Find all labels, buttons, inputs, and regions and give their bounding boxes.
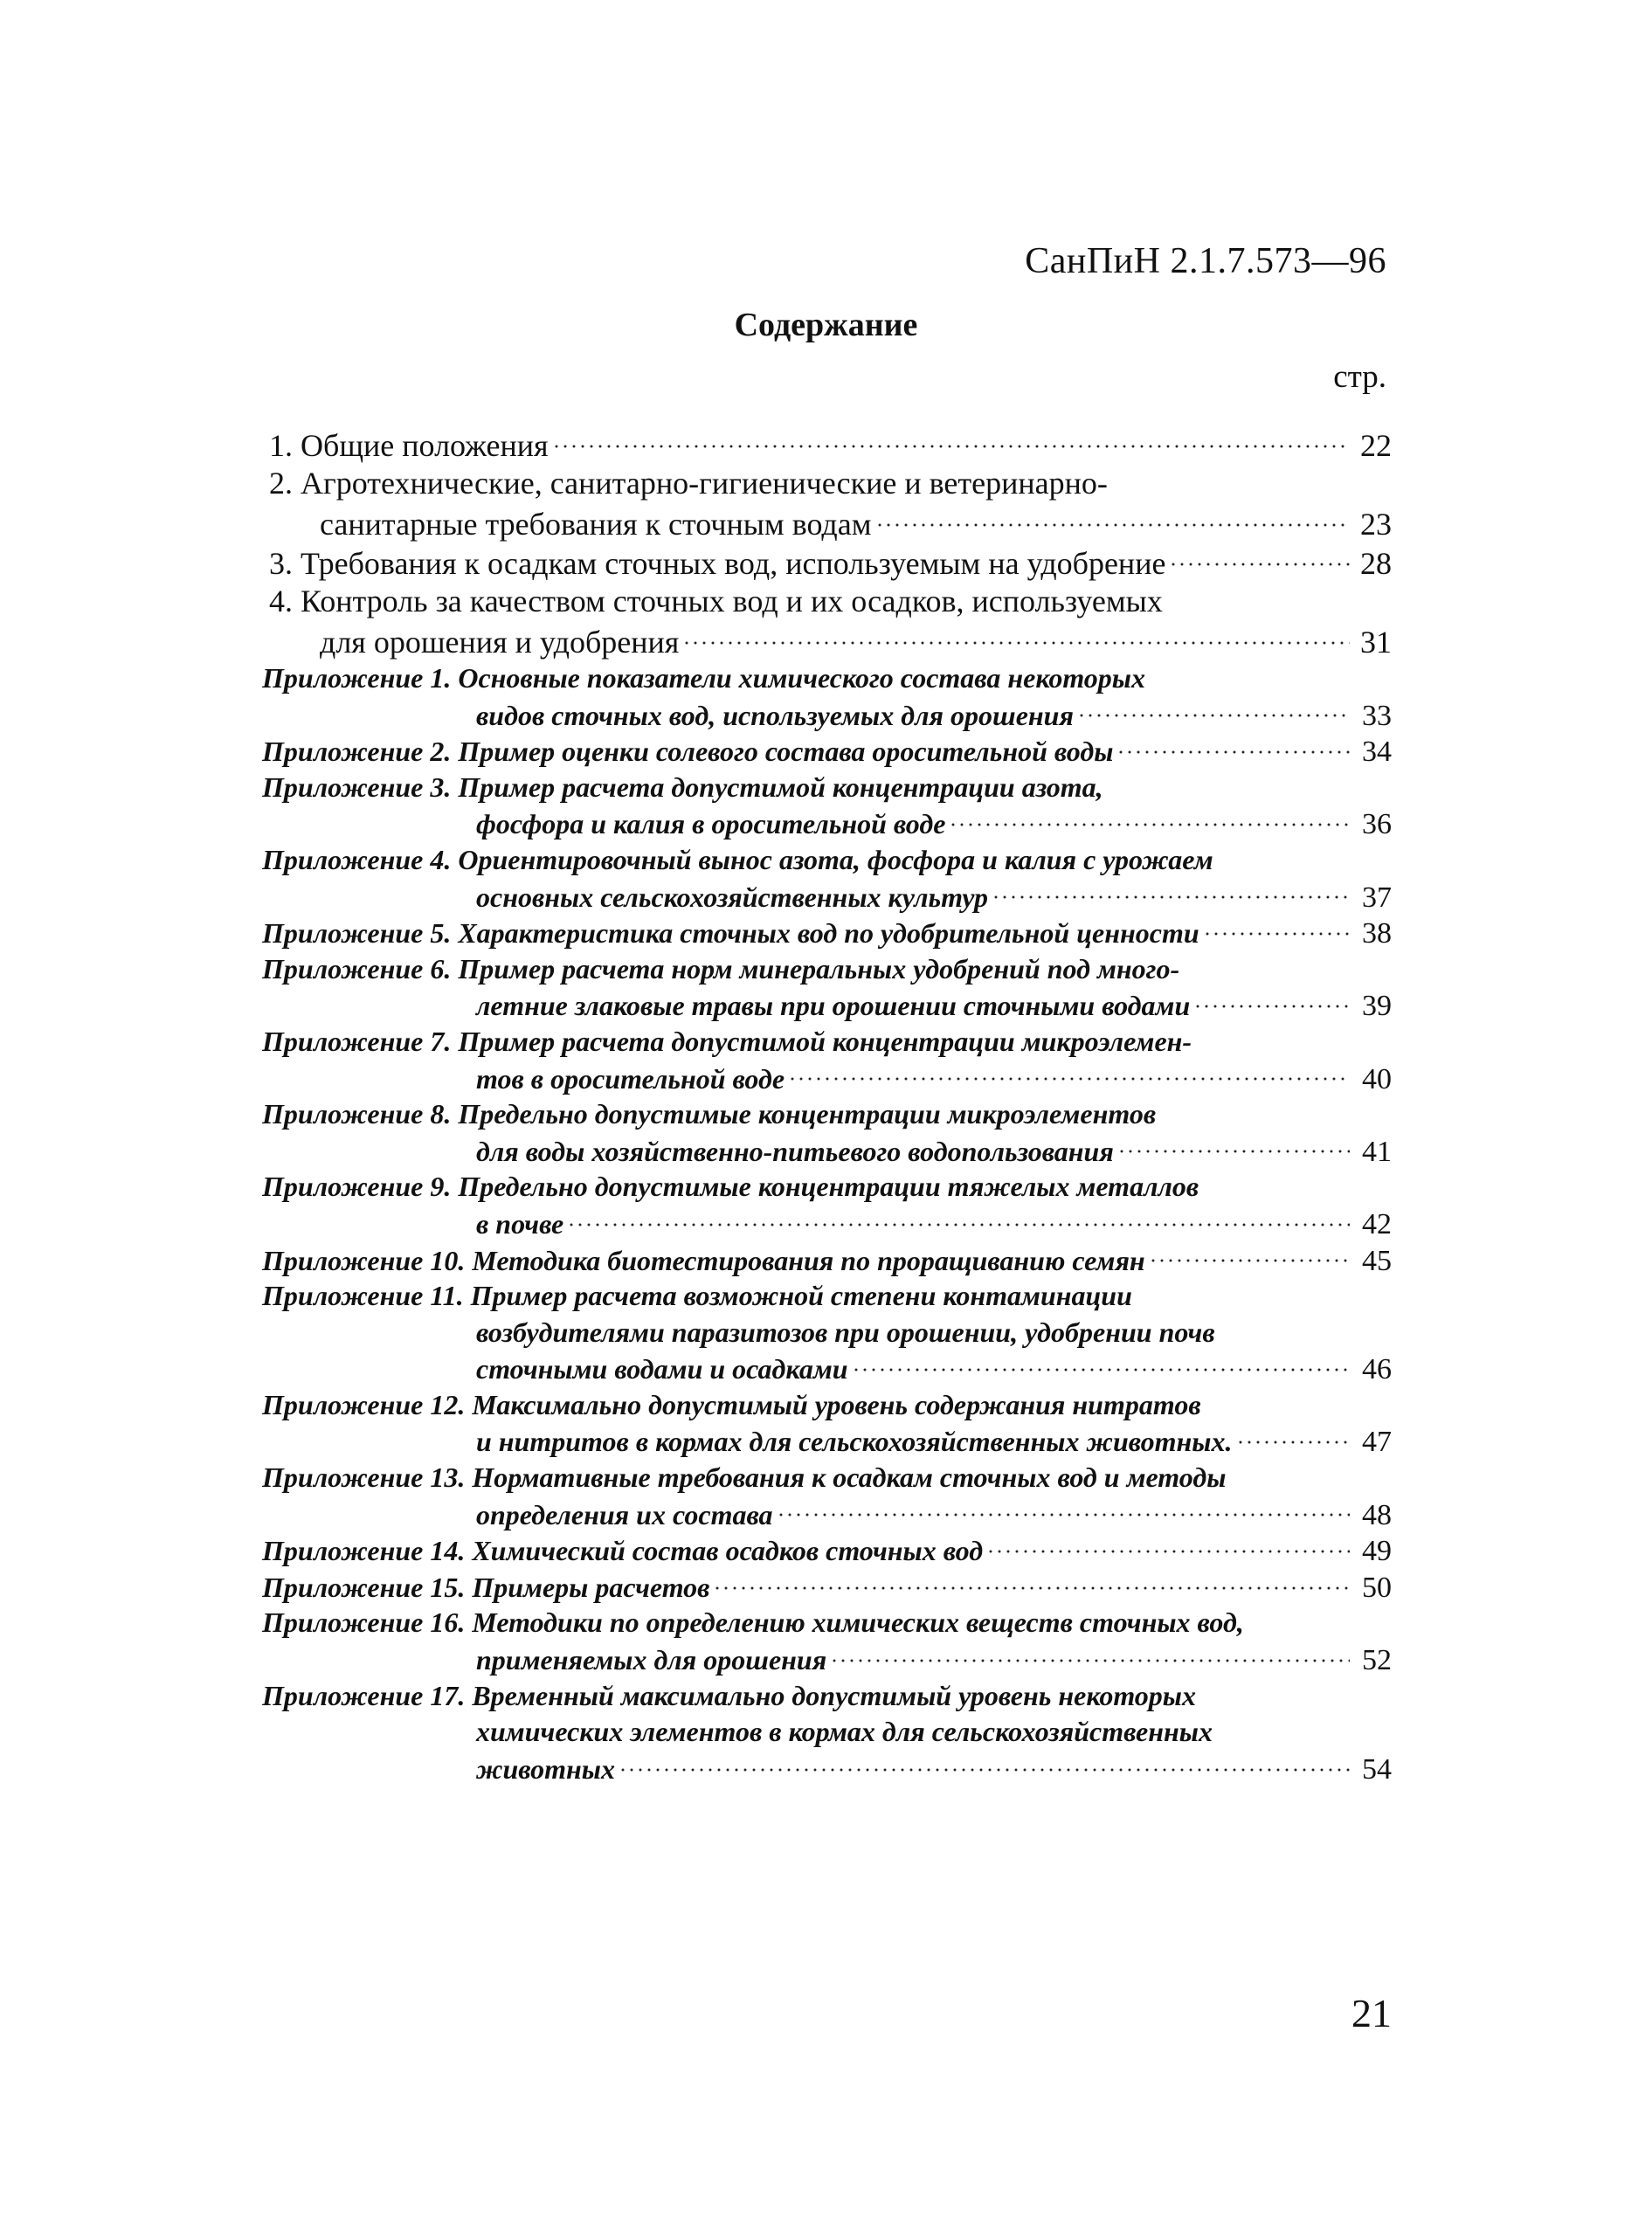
- toc-page-number: 37: [1362, 881, 1392, 914]
- toc-entry-title: химических элементов в кормах для сельскохозяйственных: [476, 1716, 1213, 1748]
- toc-entry-title: применяемых для орошения: [476, 1644, 827, 1676]
- toc-entry-title: сточными водами и осадками: [476, 1353, 848, 1385]
- toc-page-number: 42: [1362, 1207, 1392, 1240]
- toc-entry: [262, 542, 1392, 582]
- toc-entry: [262, 425, 1392, 464]
- toc-entry: [262, 1096, 1392, 1169]
- toc-entry: [262, 1460, 1392, 1532]
- toc-entry: [262, 464, 1392, 542]
- toc-page-number: 41: [1362, 1135, 1392, 1168]
- dot-leader: [567, 1204, 1350, 1232]
- toc-entry-title: Приложение 15. Примеры расчетов: [262, 1571, 710, 1603]
- toc-page-number: 38: [1362, 917, 1392, 950]
- toc-entry-title: тов в оросительной воде: [476, 1062, 785, 1095]
- toc-entry-title: в почве: [476, 1207, 564, 1240]
- toc-entry-title: Приложение 10. Методика биотестирования по проращиванию семян: [262, 1244, 1145, 1276]
- dot-leader: [992, 877, 1350, 905]
- toc-page-number: 22: [1360, 428, 1392, 463]
- dot-leader: [1117, 1131, 1350, 1159]
- dot-leader: [1116, 731, 1350, 759]
- toc-entry: [262, 951, 1392, 1024]
- toc-page-number: 31: [1360, 625, 1392, 660]
- dot-leader: [949, 804, 1350, 832]
- toc-entry-title: Приложение 4. Ориентировочный вынос азота, фосфора и калия с урожаем: [262, 843, 1213, 875]
- toc-entry-title: видов сточных вод, используемых для орошения: [476, 699, 1074, 731]
- toc-entry: [262, 1678, 1392, 1787]
- toc-entry-title: возбудителями паразитозов при орошении, удобрении почв: [476, 1316, 1215, 1348]
- toc-page-number: 47: [1362, 1426, 1392, 1459]
- toc-entry-title: Приложение 16. Методики по определению химических веществ сточных вод,: [262, 1606, 1244, 1639]
- toc-page-number: 52: [1362, 1644, 1392, 1677]
- toc-entry-title: для воды хозяйственно-питьевого водопользования: [476, 1135, 1114, 1167]
- toc-entry: [262, 1242, 1392, 1279]
- toc-entry-title: и нитритов в кормах для сельскохозяйственных животных.: [476, 1426, 1233, 1458]
- toc-page-number: 40: [1362, 1062, 1392, 1095]
- toc-entry: [262, 1024, 1392, 1096]
- page-title: Содержание: [734, 307, 918, 343]
- toc-entry-title: Приложение 1. Основные показатели химического состава некоторых: [262, 662, 1145, 694]
- toc-page-number: 49: [1362, 1535, 1392, 1568]
- toc-entry: [262, 1605, 1392, 1677]
- toc-page-number: 50: [1362, 1571, 1392, 1604]
- document-code: СанПиН 2.1.7.573—96: [1025, 241, 1386, 281]
- toc-entry: [262, 1278, 1392, 1387]
- table-of-contents: [262, 425, 1392, 1786]
- dot-leader: [1169, 541, 1350, 572]
- toc-entry-title: Приложение 2. Пример оценки солевого состава оросительной воды: [262, 736, 1114, 768]
- toc-page-number: 28: [1360, 546, 1392, 581]
- toc-page-number: 33: [1362, 699, 1392, 732]
- toc-entry: [262, 915, 1392, 951]
- toc-entry-title: Приложение 14. Химический состав осадков сточных вод: [262, 1535, 984, 1567]
- dot-leader: [682, 619, 1350, 651]
- toc-entry-title: Приложение 6. Пример расчета норм минеральных удобрений под много-: [262, 952, 1180, 985]
- toc-entry: [262, 582, 1392, 660]
- toc-entry: [262, 1532, 1392, 1569]
- dot-leader: [1236, 1421, 1351, 1449]
- toc-entry-title: Приложение 17. Временный максимально допустимый уровень некоторых: [262, 1679, 1196, 1711]
- toc-entry-title: Приложение 3. Пример расчета допустимой концентрации азота,: [262, 770, 1103, 803]
- toc-entry: [262, 733, 1392, 770]
- dot-leader: [619, 1749, 1350, 1777]
- toc-entry-title: Приложение 11. Пример расчета возможной степени контаминации: [262, 1280, 1132, 1312]
- dot-leader: [1193, 985, 1350, 1013]
- toc-entry-title: 4. Контроль за качеством сточных вод и их осадков, используемых: [269, 584, 1163, 618]
- toc-entry-title: фосфора и калия в оросительной воде: [476, 808, 946, 840]
- dot-leader: [788, 1059, 1350, 1087]
- toc-entry-title: Приложение 12. Максимально допустимый уровень содержания нитратов: [262, 1388, 1201, 1420]
- toc-entry: [262, 842, 1392, 915]
- toc-entry-title: животных: [476, 1752, 615, 1785]
- page-number: 21: [1351, 1991, 1392, 2035]
- dot-leader: [713, 1567, 1350, 1595]
- dot-leader: [986, 1530, 1350, 1558]
- dot-leader: [1149, 1240, 1350, 1268]
- dot-leader: [777, 1495, 1350, 1523]
- toc-entry-title: Приложение 8. Предельно допустимые концентрации микроэлементов: [262, 1098, 1157, 1130]
- toc-entry-title: Приложение 13. Нормативные требования к осадкам сточных вод и методы: [262, 1461, 1227, 1494]
- dot-leader: [875, 501, 1351, 533]
- toc-entry-title: 3. Требования к осадкам сточных вод, используемым на удобрение: [269, 546, 1166, 581]
- toc-page-number: 48: [1362, 1498, 1392, 1531]
- toc-page-number: 46: [1362, 1353, 1392, 1386]
- toc-entry-title: для орошения и удобрения: [320, 625, 680, 660]
- toc-page-number: 45: [1362, 1244, 1392, 1277]
- toc-page-number: 36: [1362, 808, 1392, 841]
- toc-entry-title: Приложение 7. Пример расчета допустимой концентрации микроэлемен-: [262, 1025, 1192, 1057]
- toc-entry-title: Приложение 9. Предельно допустимые концентрации тяжелых металлов: [262, 1171, 1199, 1203]
- toc-entry: [262, 660, 1392, 733]
- toc-entry: [262, 1169, 1392, 1241]
- dot-leader: [1203, 913, 1350, 941]
- toc-entry-title: 2. Агротехнические, санитарно-гигиенические и ветеринарно-: [269, 466, 1108, 501]
- toc-entry: [262, 770, 1392, 842]
- dot-leader: [552, 423, 1350, 454]
- toc-entry: [262, 1569, 1392, 1606]
- toc-entry: [262, 1387, 1392, 1460]
- toc-entry-title: 1. Общие положения: [269, 428, 549, 463]
- dot-leader: [830, 1640, 1350, 1668]
- toc-entry-title: определения их состава: [476, 1498, 773, 1530]
- page-column-label: стр.: [1333, 359, 1386, 395]
- dot-leader: [1077, 695, 1350, 723]
- toc-entry-title: основных сельскохозяйственных культур: [476, 881, 988, 913]
- toc-page-number: 54: [1362, 1752, 1392, 1786]
- toc-entry-title: санитарные требования к сточным водам: [320, 507, 872, 542]
- toc-page-number: 23: [1360, 507, 1392, 542]
- toc-page-number: 39: [1362, 990, 1392, 1023]
- toc-entry-title: Приложение 5. Характеристика сточных вод по удобрительной ценности: [262, 917, 1199, 950]
- toc-page-number: 34: [1362, 736, 1392, 769]
- toc-entry-title: летние злаковые травы при орошении сточными водами: [476, 990, 1191, 1022]
- dot-leader: [852, 1349, 1350, 1377]
